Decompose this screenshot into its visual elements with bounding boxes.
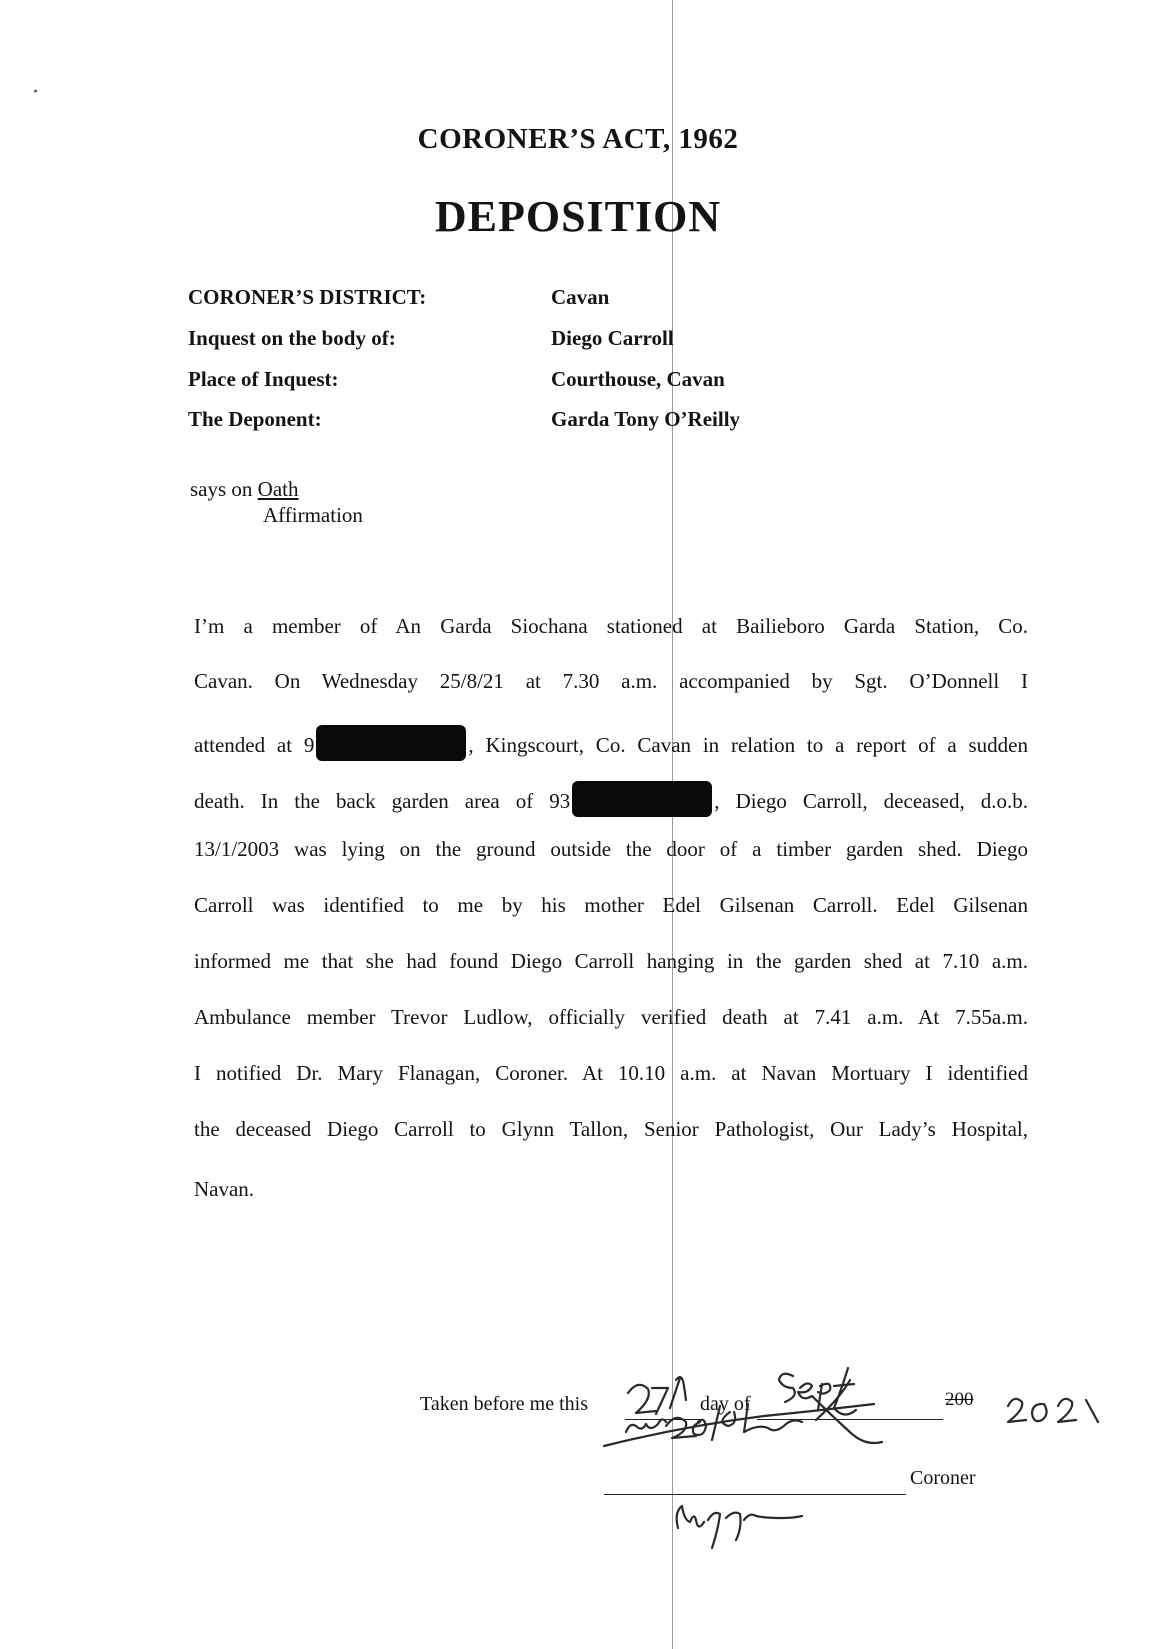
redaction-block	[316, 725, 466, 761]
act-heading: CORONER’S ACT, 1962	[417, 123, 739, 155]
handwritten-day	[628, 1377, 686, 1414]
field-place-of-inquest	[188, 367, 988, 397]
handwritten-year	[1008, 1399, 1098, 1422]
affirmation-word: Affirmation	[263, 503, 363, 527]
handwritten-month	[779, 1368, 856, 1415]
field-coroners-district	[188, 285, 988, 315]
statement-line: I notified Dr. Mary Flanagan, Coroner. At 10.10 a.m. at Navan Mortuary I identified	[194, 1061, 1028, 1085]
field-label: The Deponent:	[188, 407, 322, 431]
redaction-block	[572, 781, 712, 817]
field-value: Cavan	[551, 285, 610, 309]
statement-line: Ambulance member Trevor Ludlow, officially verified death at 7.41 a.m. At 7.55a.m.	[194, 1005, 1028, 1029]
year-prefix-text: 200	[945, 1389, 974, 1410]
statement-line: I’m a member of An Garda Siochana stationed at Bailieboro Garda Station, Co.	[194, 614, 1028, 638]
handwritten-initials	[677, 1506, 802, 1548]
day-blank-line	[625, 1419, 701, 1420]
field-deponent	[188, 407, 988, 437]
coroner-label: Coroner	[910, 1467, 976, 1489]
statement-line: informed me that she had found Diego Carroll hanging in the garden shed at 7.10 a.m.	[194, 949, 1028, 973]
statement-line: 13/1/2003 was lying on the ground outside the door of a timber garden shed. Diego	[194, 837, 1028, 861]
statement-fragment: attended at 9	[194, 733, 315, 757]
field-value: Garda Tony O’Reilly	[551, 407, 741, 431]
oath-word: Oath	[257, 477, 299, 501]
scan-fold-line	[672, 0, 673, 1649]
year-prefix	[945, 1389, 974, 1411]
statement-fragment: , Diego Carroll, deceased, d.o.b.	[714, 789, 1028, 813]
statement-line: the deceased Diego Carroll to Glynn Tallon, Senior Pathologist, Our Lady’s Hospital,	[194, 1117, 1028, 1141]
statement-line	[194, 781, 1028, 817]
field-value: Diego Carroll	[551, 326, 674, 350]
statement-line	[194, 725, 1028, 761]
field-inquest-body	[188, 326, 988, 356]
oath-line	[190, 477, 299, 502]
statement-fragment: , Kingscourt, Co. Cavan in relation to a report of a sudden	[468, 733, 1028, 757]
statement-line: Navan.	[194, 1177, 255, 1201]
field-label: CORONER’S DISTRICT:	[188, 285, 427, 309]
scan-speck	[34, 89, 38, 92]
oath-prefix: says on	[190, 477, 258, 501]
document-title: DEPOSITION	[434, 192, 722, 241]
field-label: Inquest on the body of:	[188, 326, 396, 350]
statement-fragment: death. In the back garden area of 93	[194, 789, 571, 813]
coroner-signature-line	[604, 1494, 906, 1495]
month-blank-line	[757, 1419, 943, 1420]
day-of-label: day of	[700, 1393, 751, 1415]
statement-line: Cavan. On Wednesday 25/8/21 at 7.30 a.m. accompanied by Sgt. O’Donnell I	[194, 669, 1028, 693]
statement-line: Carroll was identified to me by his mother Edel Gilsenan Carroll. Edel Gilsenan	[194, 893, 1028, 917]
field-label: Place of Inquest:	[188, 367, 339, 391]
field-value: Courthouse, Cavan	[551, 367, 725, 391]
taken-before-label: Taken before me this	[420, 1393, 588, 1415]
